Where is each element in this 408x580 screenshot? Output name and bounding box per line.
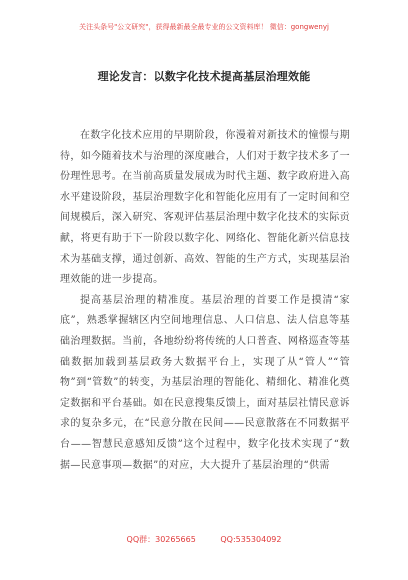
header-banner: 关注头条号"公文研究"，获得最新最全最专业的公文资料库！ 微信：gongwenyj [79,23,329,31]
document-title: 理论发言：以数字化技术提高基层治理效能 [97,70,311,83]
footer-qq: QQ:535304092 [220,535,282,544]
footer-contact [0,534,408,546]
footer-qq-group: QQ群：30265665 [126,535,196,544]
paragraph: 在数字化技术应用的早期阶段，你漫着对新技术的憧憬与期待，如今随着技术与治理的深度融合，人们对于数字技术多了一份理性思考。在当前高质量发展成为时代主题、数字政府进入高水平建设阶段，基层治理数字化和智能化应用有了一定时间和空间规模后，深入研究、客观评估基层治理中数字化技术的实际贡献，将更有助于下一阶段以数字化、网络化、智能化新兴信息技术为基础支撑，通过创新、高效、智能的生产方式，实现基层治理效能的进一步提高。 [60,130,350,286]
document-body [60,126,350,476]
paragraph: 提高基层治理的精准度。基层治理的首要工作是摸清“家底”，熟悉掌握辖区内空间地理信息、人口信息、法人信息等基础治理数据。当前，各地纷纷将传统的人口普查、网格巡查等基础数据加载到基层政务大数据平台上，实现了从“管人”“管物”到“管数”的转变，为基层治理的智能化、精细化、精准化奠定数据和平台基础。如在民意搜集反馈上，面对基层社情民意诉求的复杂多元，在“民意分散在民间——民意散落在不同数据平台——智慧民意感知反馈”这个过程中，数字化技术实现了“数据—民意事项—数据”的对应，大大提升了基层治理的“供需 [60,294,350,471]
